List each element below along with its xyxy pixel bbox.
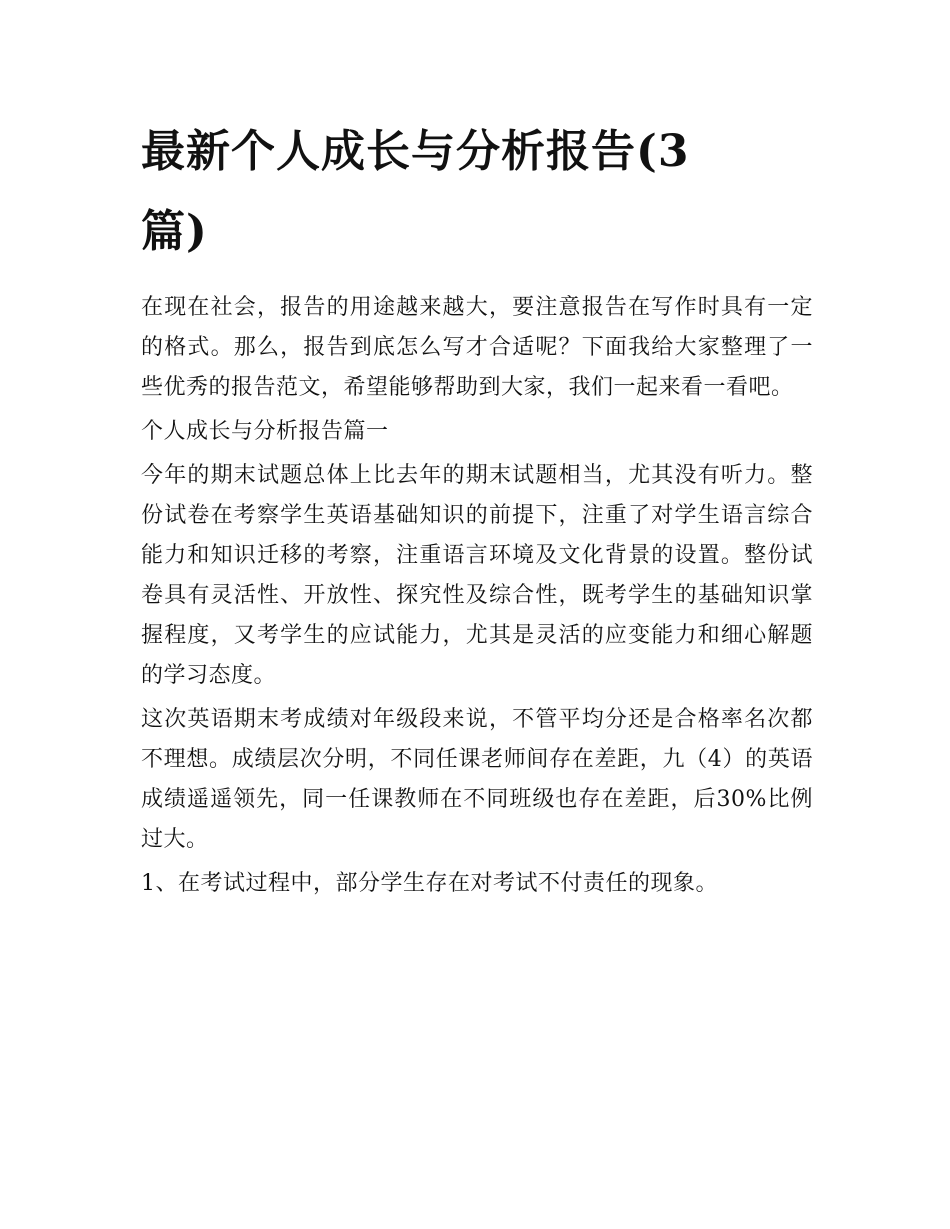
document-page	[141, 112, 813, 904]
section-heading: 个人成长与分析报告篇一	[141, 419, 389, 444]
body-paragraph-3: 1、在考试过程中，部分学生存在对考试不付责任的现象。	[141, 871, 718, 896]
body-paragraph-2: 这次英语期末考成绩对年级段来说，不管平均分还是合格率名次都不理想。成绩层次分明，不同任课老师间存在差距，九（4）的英语成绩遥遥领先，同一任课教师在不同班级也存在差距，后30%比例过大。	[141, 707, 813, 852]
document-body	[141, 288, 813, 904]
intro-paragraph: 在现在社会，报告的用途越来越大，要注意报告在写作时具有一定的格式。那么，报告到底怎么写才合适呢？下面我给大家整理了一些优秀的报告范文，希望能够帮助到大家，我们一起来看一看吧。	[141, 295, 813, 400]
body-paragraph-1: 今年的期末试题总体上比去年的期末试题相当，尤其没有听力。整份试卷在考察学生英语基础知识的前提下，注重了对学生语言综合能力和知识迁移的考察，注重语言环境及文化背景的设置。整份试卷具有灵活性、开放性、探究性及综合性，既考学生的基础知识掌握程度，又考学生的应试能力，尤其是灵活的应变能力和细心解题的学习态度。	[141, 463, 813, 688]
document-title: 最新个人成长与分析报告(3 篇)	[141, 126, 690, 257]
